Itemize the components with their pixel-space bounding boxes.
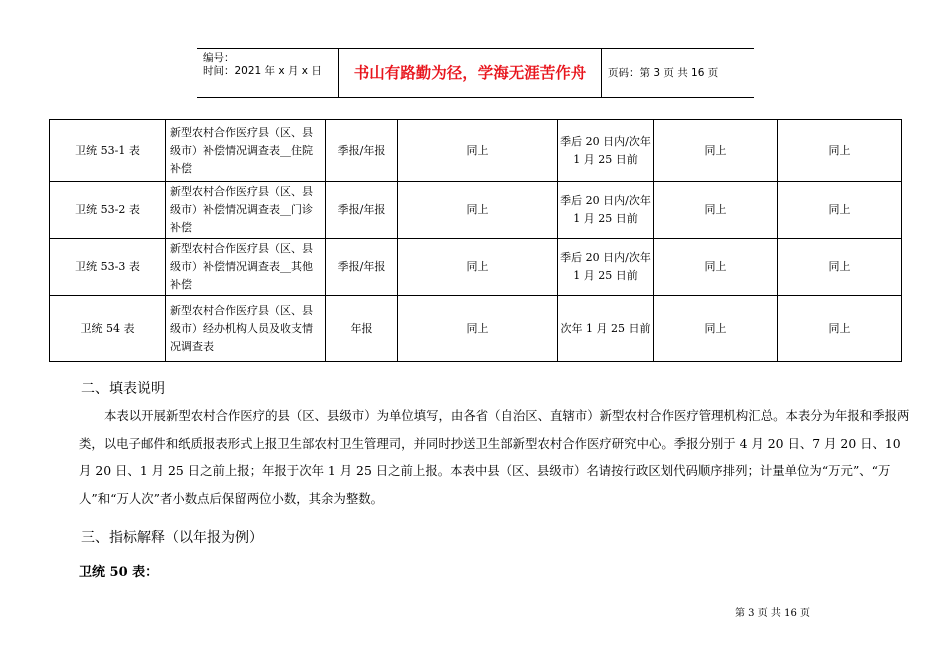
cell-same-3: 同上 (778, 296, 902, 362)
time-label: 时间：2021 年 x 月 x 日 (203, 65, 322, 77)
number-label: 编号： (203, 52, 235, 64)
instructions-text: 本表以开展新型农村合作医疗的县（区、县级市）为单位填写，由各省（自治区、直辖市）新型农村合作医疗管理机构汇总。本表分为年报和季报两类，以电子邮件和纸质报表形式上报卫生部农村卫生管理司，并同时抄送卫生部新型农村合作医疗研究中心。季报分别于 4 月 20 日、7 月 20 日、10 月 20 日、1 月 25 日之前上报；年报于次年 1 月 25 日之前上报。本表中县（区、县级市）名请按行政区划代码顺序排列；计量单位为“万元”、“万人”和“万人次”者小数点后保留两位小数，其余为整数。 (79, 408, 910, 506)
cell-name: 新型农村合作医疗县（区、县级市）经办机构人员及收支情况调查表 (166, 296, 326, 362)
cell-period: 年报 (326, 296, 398, 362)
cell-period: 季报/年报 (326, 182, 398, 239)
cell-same-1: 同上 (398, 120, 558, 182)
cell-period: 季报/年报 (326, 120, 398, 182)
cell-deadline: 季后 20 日内/次年 1 月 25 日前 (558, 120, 654, 182)
section-3-heading: 三、指标解释（以年报为例） (81, 530, 263, 546)
section-2-paragraph (79, 402, 911, 512)
table-row (50, 296, 902, 362)
page-header (197, 48, 754, 98)
header-meta (197, 49, 339, 97)
cell-code: 卫统 53-3 表 (50, 239, 166, 296)
cell-deadline: 季后 20 日内/次年 1 月 25 日前 (558, 182, 654, 239)
cell-deadline: 次年 1 月 25 日前 (558, 296, 654, 362)
cell-same-1: 同上 (398, 239, 558, 296)
header-page-label: 页码：第 3 页 共 16 页 (608, 67, 719, 79)
table-row (50, 120, 902, 182)
cell-name: 新型农村合作医疗县（区、县级市）补偿情况调查表__住院补偿 (166, 120, 326, 182)
cell-same-3: 同上 (778, 239, 902, 296)
cell-same-3: 同上 (778, 120, 902, 182)
section-2-heading: 二、填表说明 (81, 381, 165, 397)
cell-deadline: 季后 20 日内/次年 1 月 25 日前 (558, 239, 654, 296)
cell-code: 卫统 53-1 表 (50, 120, 166, 182)
cell-same-1: 同上 (398, 182, 558, 239)
cell-same-2: 同上 (654, 239, 778, 296)
cell-name: 新型农村合作医疗县（区、县级市）补偿情况调查表__其他补偿 (166, 239, 326, 296)
cell-name: 新型农村合作医疗县（区、县级市）补偿情况调查表__门诊补偿 (166, 182, 326, 239)
header-motto: 书山有路勤为径，学海无涯苦作舟 (339, 49, 602, 97)
table-row (50, 182, 902, 239)
cell-code: 卫统 54 表 (50, 296, 166, 362)
cell-same-2: 同上 (654, 296, 778, 362)
cell-same-2: 同上 (654, 182, 778, 239)
cell-same-1: 同上 (398, 296, 558, 362)
table-row (50, 239, 902, 296)
cell-same-2: 同上 (654, 120, 778, 182)
cell-same-3: 同上 (778, 182, 902, 239)
report-table (49, 119, 902, 362)
cell-period: 季报/年报 (326, 239, 398, 296)
page-footer: 第 3 页 共 16 页 (735, 608, 810, 619)
table-50-subheading: 卫统 50 表： (79, 565, 159, 580)
cell-code: 卫统 53-2 表 (50, 182, 166, 239)
